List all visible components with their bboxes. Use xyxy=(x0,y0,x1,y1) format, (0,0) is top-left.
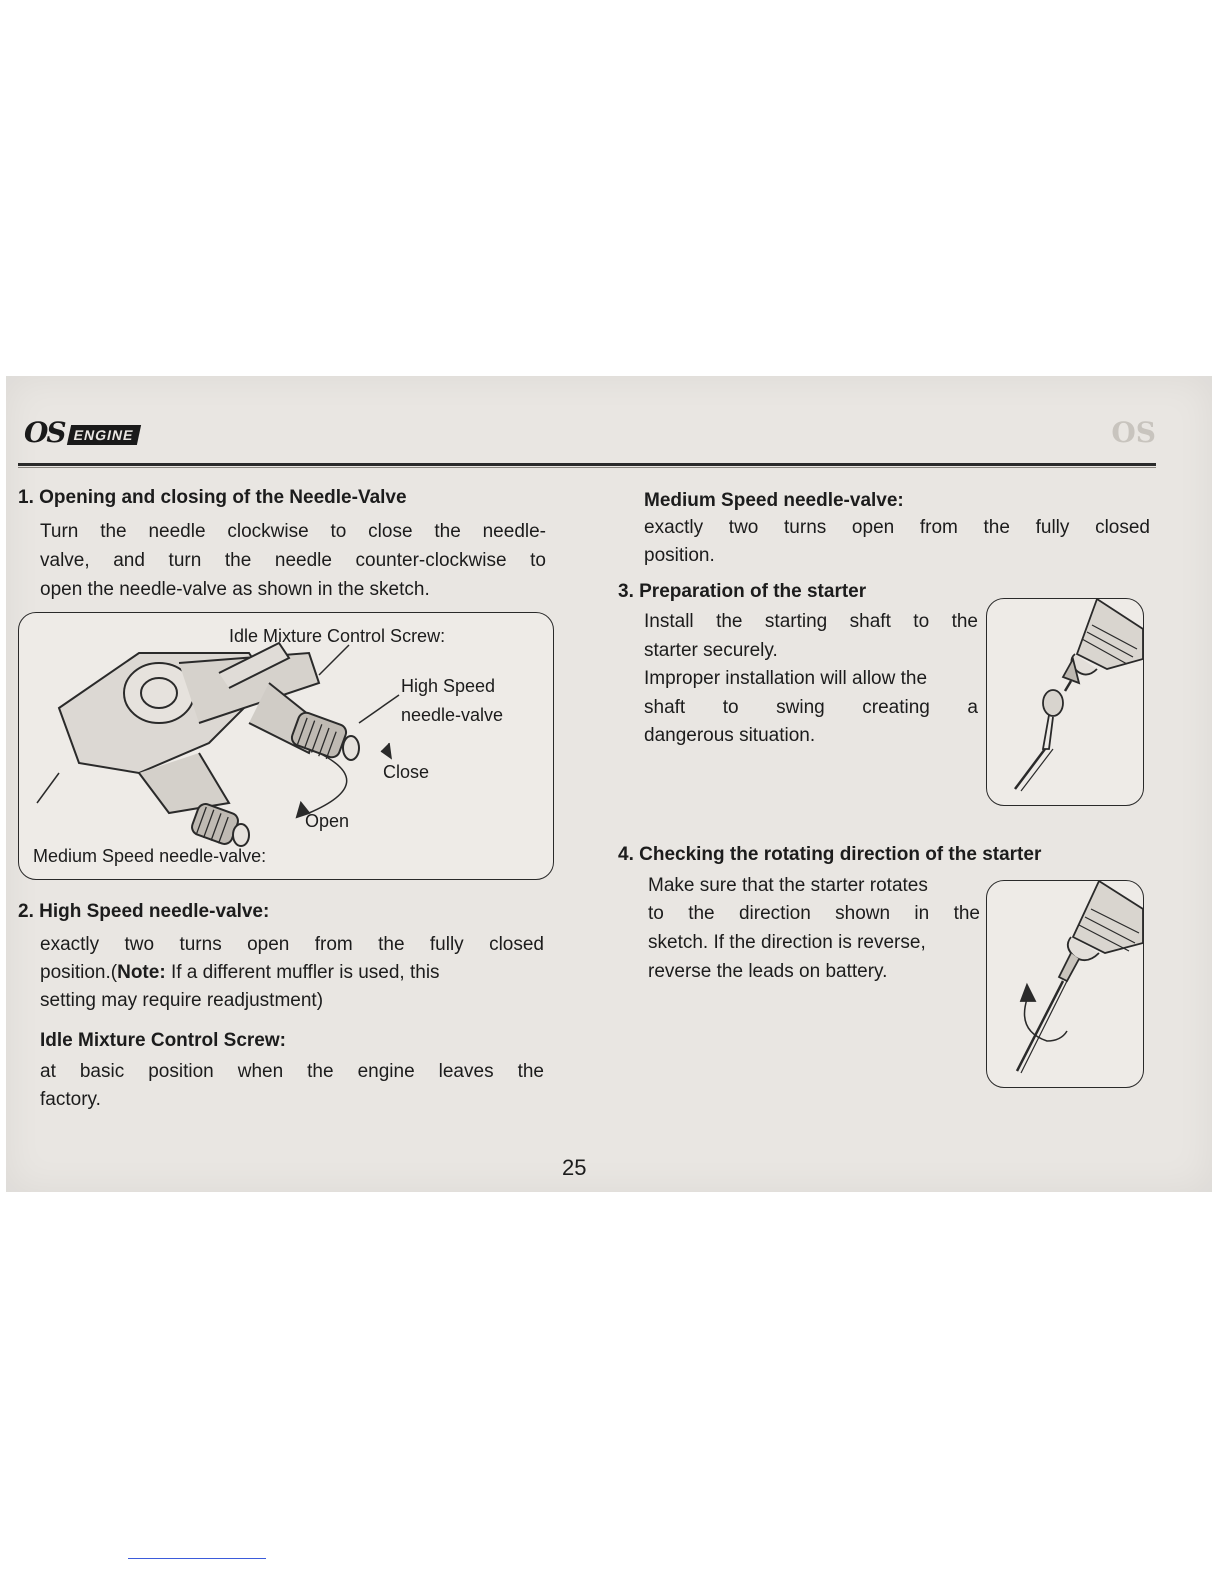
medium-speed-line-1: exactly two turns open from the fully closed xyxy=(644,517,1150,538)
section-3-line-2: starter securely. xyxy=(644,640,778,661)
idle-mixture-heading: Idle Mixture Control Screw: xyxy=(40,1030,286,1051)
section-1-line-2: valve, and turn the needle counter-clockwise to xyxy=(40,550,546,571)
high-speed-label-1: High Speed xyxy=(401,676,496,696)
carburetor-sketch xyxy=(19,613,553,879)
starter-rotation-figure xyxy=(986,880,1144,1088)
page-number: 25 xyxy=(562,1155,587,1180)
section-2-line-1: exactly two turns open from the fully closed xyxy=(40,934,544,955)
section-2-heading: 2. High Speed needle-valve: xyxy=(18,901,270,922)
section-4-line-3: sketch. If the direction is reverse, xyxy=(648,932,926,953)
section-1-line-1: Turn the needle clockwise to close the needle- xyxy=(40,521,546,542)
idle-mixture-label: Idle Mixture Control Screw: xyxy=(229,626,446,646)
close-label: Close xyxy=(383,762,430,782)
medium-speed-line-2: position. xyxy=(644,545,715,566)
section-3-line-3: Improper installation will allow the xyxy=(644,668,928,689)
section-2-line-2: position.(Note: If a different muffler is used, this xyxy=(40,962,440,983)
high-speed-label-2: needle-valve xyxy=(401,705,504,725)
starter-shaft-figure xyxy=(986,598,1144,806)
section-3-line-5: dangerous situation. xyxy=(644,725,816,746)
idle-mixture-line-1: at basic position when the engine leaves the xyxy=(40,1061,544,1082)
footer-link-underline xyxy=(128,1558,266,1559)
section-1-heading: 1. Opening and closing of the Needle-Valve xyxy=(18,487,407,508)
needle-valve-figure xyxy=(18,612,554,880)
medium-speed-heading: Medium Speed needle-valve: xyxy=(644,490,904,511)
section-3-line-1: Install the starting shaft to the xyxy=(644,611,978,632)
starter-rotation-sketch xyxy=(987,881,1143,1087)
starter-shaft-sketch xyxy=(987,599,1143,805)
section-3-line-4: shaft to swing creating a xyxy=(644,697,978,718)
header-rule xyxy=(18,463,1156,466)
header-rule-thin xyxy=(18,467,1156,468)
open-label: Open xyxy=(305,811,350,831)
section-4-line-1: Make sure that the starter rotates xyxy=(648,875,928,896)
section-4-line-4: reverse the leads on battery. xyxy=(648,961,888,982)
section-3-heading: 3. Preparation of the starter xyxy=(618,581,867,602)
os-engine-logo-mirrored: OS xyxy=(1111,416,1156,449)
section-1-line-3: open the needle-valve as shown in the sketch. xyxy=(40,579,430,600)
section-4-line-2: to the direction shown in the xyxy=(648,903,980,924)
section-4-heading: 4. Checking the rotating direction of the starter xyxy=(618,844,1042,865)
medium-speed-label: Medium Speed needle-valve: xyxy=(33,846,267,866)
os-engine-logo: OS ENGINE xyxy=(24,416,184,452)
section-2-line-3: setting may require readjustment) xyxy=(40,990,324,1011)
idle-mixture-line-2: factory. xyxy=(40,1089,101,1110)
